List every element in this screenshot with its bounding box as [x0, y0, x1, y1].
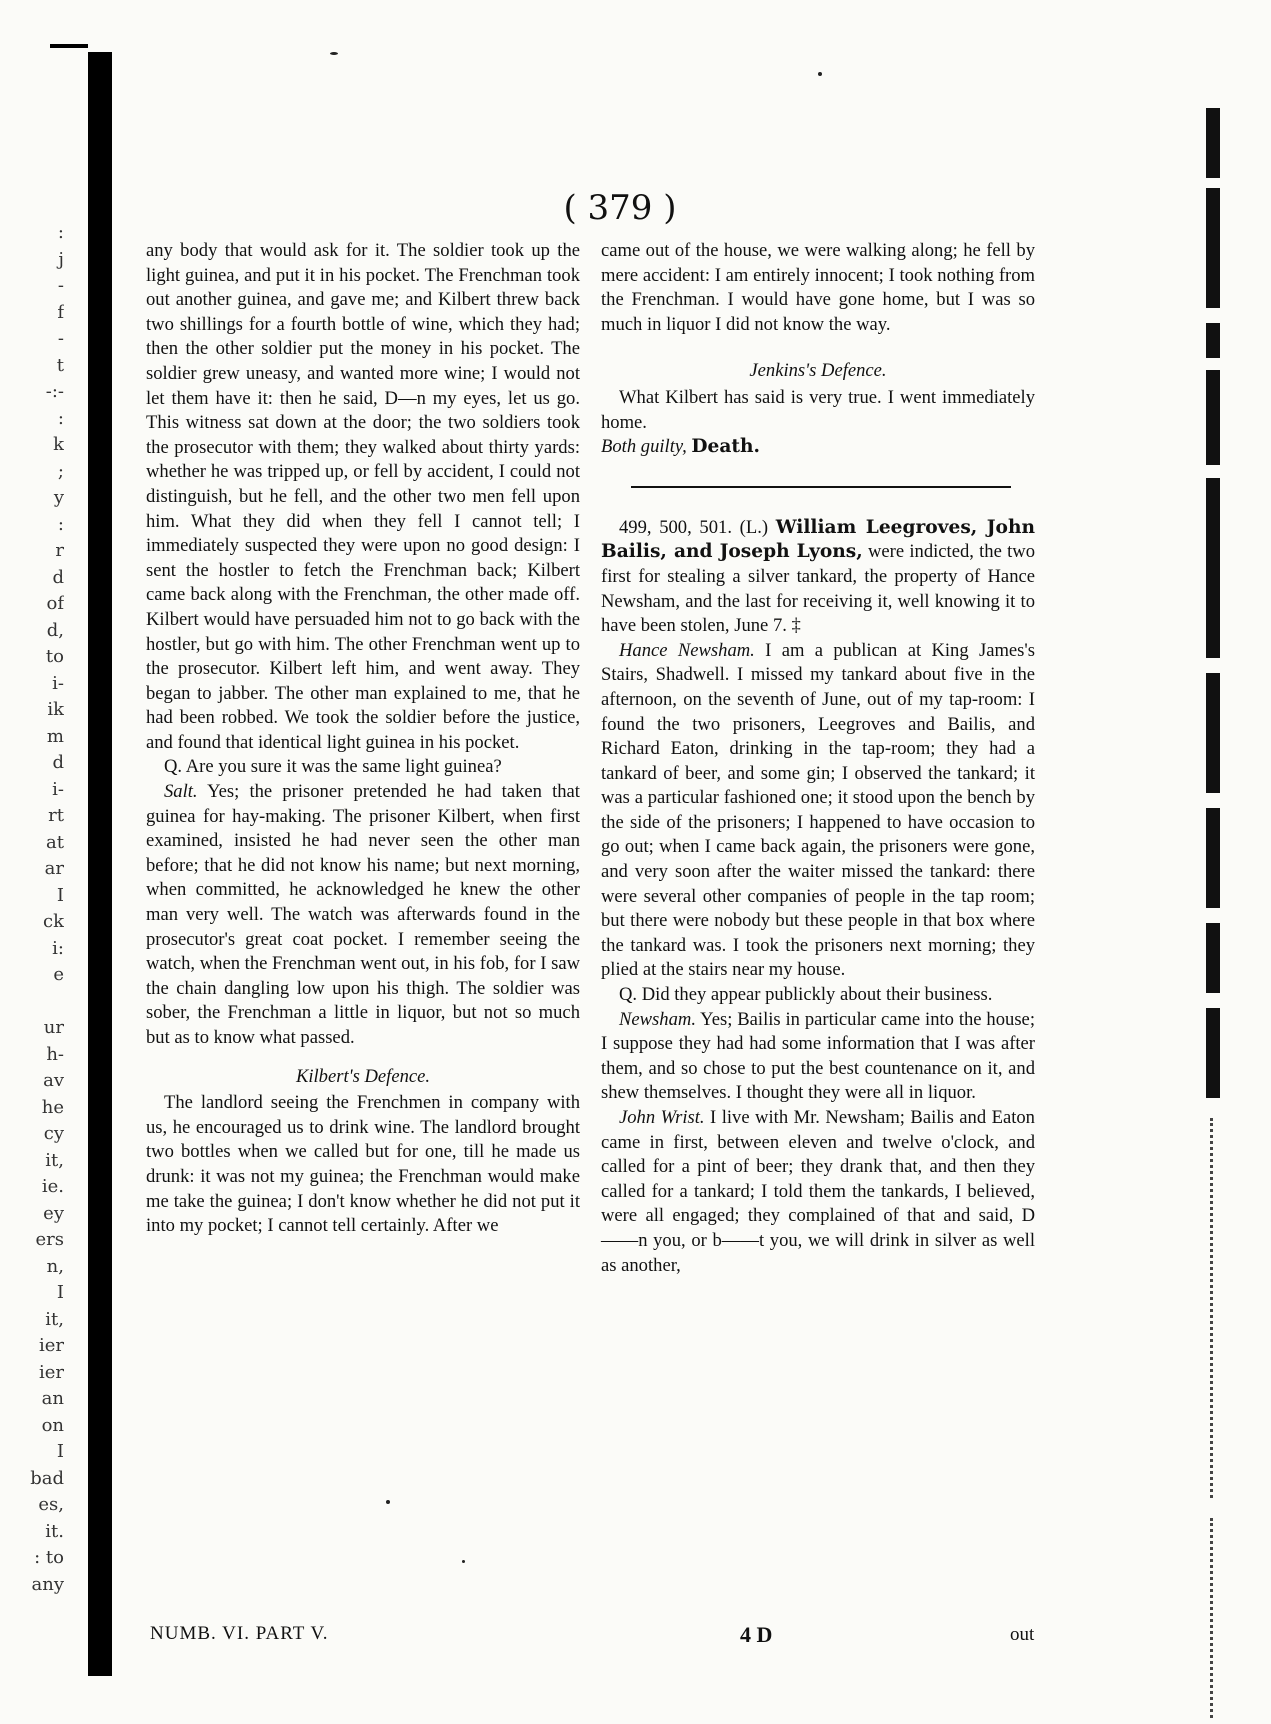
- testimony-paragraph: any body that would ask for it. The soldier took up the light guinea, and put it in his pocket. The Frenchman took out another guinea, and gave me; and Kilbert threw back two shillings for a fourth bottle of wine, which they had; then the other soldier put the money in his pocket. The soldier grew uneasy, and wanted more wine; I would not let them have it: then he said, D—n my eyes, let us go. This witness sat down at the door; the two soldiers took the prosecutor with them; they walked about thirty yards: whether he was tripped up, or fell by accident, I could not distinguish, but he fell, and the other two men fell upon him. What they did when they fell I cannot tell; I immediately suspected they were upon no good design: I sent the hostler to fetch the Frenchman back; Kilbert came back along with the Frenchman, the other made off. Kilbert would have persuaded him not to go back with the hostler, but go with him. The other Frenchman went up to the prosecutor. Kilbert left him, and went away. They began to jabber. The other man explained to me, that he had been robbed. We took the soldier before the justice, and found that identical light guinea in his pocket.: [146, 240, 580, 753]
- left-column: [146, 239, 580, 1239]
- margin-fragment: i-: [52, 778, 64, 800]
- margin-fragment: he: [41, 1096, 64, 1118]
- catchword: out: [1010, 1624, 1035, 1645]
- margin-fragment: I: [56, 884, 64, 906]
- answer: [146, 780, 580, 1051]
- case-heading: [601, 516, 1035, 639]
- scan-speck: [818, 72, 822, 76]
- margin-fragment: k: [53, 434, 64, 455]
- defendant-names: William Leegroves, John Bailis, and Joseph Lyons,: [601, 516, 1035, 563]
- margin-fragment: es,: [38, 1494, 64, 1515]
- margin-fragment: i:: [52, 937, 64, 959]
- testimony-text: I live with Mr. Newsham; Bailis and Eaton came in first, between eleven and twelve o'clock, and called for a pint of beer; they drank that, and then they called for a tankard; I told them the tankards, I believed, were all engaged; they complained of that and said, D——n you, or b——t you, we will drink in silver as well as another,: [601, 1107, 1035, 1276]
- margin-fragment: of: [46, 593, 64, 614]
- speaker-name: Hance Newsham.: [619, 639, 755, 661]
- testimony-text: I am a publican at King James's Stairs, Shadwell. I missed my tankard about five in the afternoon, on the seventh of June, out of my tap-room: I found the two prisoners, Leegroves and Bailis, and Richard Eaton, drinking in the tap-room; they had a tankard of beer, and some gin; I observed the tankard; it was a particular fashioned one; it stood upon the bench by the side of the prisoners; I happened to have occasion to go out; when I came back again, the prisoners were gone, and very soon after the waiter missed the tankard: there were several other companies of people in the tap room; but there were nobody but these people in that box where the tankard was. I took the prisoners next morning; they plied at the stairs near my house.: [601, 639, 1035, 981]
- binding-shadow: [88, 52, 112, 1676]
- margin-fragment: e: [53, 964, 64, 985]
- margin-fragment: r: [55, 540, 64, 561]
- margin-fragment: it,: [45, 1308, 64, 1330]
- margin-fragment: ck: [43, 911, 64, 932]
- margin-fragment: y: [53, 487, 64, 508]
- defence-heading: Kilbert's Defence.: [295, 1065, 431, 1087]
- margin-fragment: d: [52, 752, 64, 773]
- jenkins-defence-heading: Jenkins's Defence.: [749, 360, 887, 382]
- jenkins-defence-text: What Kilbert has said is very true. I went immediately home.: [601, 386, 1035, 433]
- scan-speck: [386, 1500, 390, 1504]
- margin-fragment: ik: [47, 699, 64, 720]
- question: Q. Are you sure it was the same light guinea?: [164, 756, 502, 778]
- signature-mark: 4 D: [740, 1622, 773, 1647]
- margin-fragment: it.: [45, 1520, 64, 1542]
- margin-fragment: at: [46, 831, 64, 853]
- margin-fragment: I: [56, 1441, 64, 1462]
- margin-fragment: an: [41, 1388, 64, 1409]
- answer-text: Yes; the prisoner pretended he had taken that guinea for hay-making. The prisoner Kilbert, when first examined, insisted he had never seen the other man before; that he did not know his name; but next morning, when committed, he acknowledged he knew the other man very well. The watch was afterwards found in the prosecutor's great coat pocket. I remember seeing the watch, when the Frenchman went out, in his fob, for I saw the chain dangling low upon his thigh. The soldier was sober, the Frenchman a little in liquor, but not so much but as to know what passed.: [146, 781, 580, 1048]
- margin-fragment: -: [57, 328, 64, 349]
- witness-testimony: [601, 1106, 1035, 1278]
- margin-fragment: n,: [46, 1255, 64, 1277]
- margin-fragment: ar: [44, 858, 64, 879]
- margin-fragment: ey: [43, 1202, 64, 1224]
- margin-fragment: m: [46, 725, 64, 747]
- margin-fragment: it,: [45, 1149, 64, 1171]
- margin-fragment: d,: [46, 619, 64, 641]
- page-number: ( 379 ): [563, 188, 677, 228]
- margin-fragment: f: [57, 301, 64, 323]
- witness-testimony: [601, 639, 1035, 983]
- signature-line: NUMB. VI. PART V.: [150, 1623, 329, 1644]
- section-divider: [631, 486, 1011, 488]
- margin-fragment: :: [57, 222, 64, 243]
- margin-fragment: ;: [57, 460, 64, 482]
- margin-fragment: -:-: [45, 381, 64, 402]
- margin-fragment: i-: [52, 672, 64, 694]
- margin-fragment: t: [56, 354, 64, 376]
- margin-fragment: ier: [38, 1335, 64, 1356]
- margin-fragment: bad: [30, 1467, 64, 1489]
- speaker-name: Salt.: [164, 781, 198, 803]
- margin-fragment: -: [57, 275, 64, 296]
- right-column: [601, 239, 1035, 1278]
- margin-fragment: j: [58, 248, 64, 270]
- margin-fragment: rt: [48, 805, 64, 826]
- answer-text: Yes; Bailis in particular came into the house; I suppose they had had some information that I was after them, and so chose to put the best countenance on it, and shew themselves. I thought they were all in liquor.: [601, 1008, 1035, 1104]
- margin-fragment: ers: [35, 1229, 64, 1250]
- verdict-sentence: Death.: [691, 436, 760, 458]
- margin-fragment: ier: [38, 1361, 64, 1383]
- verdict-prefix: Both guilty,: [601, 436, 687, 458]
- margin-fragment: ie.: [41, 1176, 64, 1197]
- question: Q. Did they appear publickly about their business.: [619, 984, 993, 1006]
- right-edge-scan-marks: [1200, 108, 1222, 1724]
- margin-fragment: cy: [43, 1123, 64, 1144]
- defence-text: The landlord seeing the Frenchmen in company with us, he encouraged us to drink wine. The landlord brought two bottles when we called but for one, till he made us drunk: it was not my guinea; the Frenchman would make me take the guinea; I don't know whether he did not put it into my pocket; I cannot tell certainly. After we: [146, 1092, 580, 1237]
- margin-fragment: I: [56, 1282, 64, 1303]
- margin-fragment: av: [43, 1070, 64, 1091]
- scan-speck: [330, 52, 338, 55]
- verdict: [601, 435, 1035, 460]
- margin-fragment: h-: [46, 1043, 64, 1065]
- margin-fragment: on: [41, 1414, 64, 1436]
- scan-mark: [50, 44, 88, 48]
- margin-fragment: [0, 989, 64, 1016]
- margin-fragment: :: [57, 407, 64, 429]
- scan-speck: [462, 1560, 465, 1563]
- left-margin-fragments: [0, 220, 64, 1598]
- margin-fragment: ur: [43, 1017, 64, 1038]
- margin-fragment: :: [57, 513, 64, 535]
- indictment-text: were indicted, the two first for stealing a silver tankard, the property of Hance Newsham, and the last for receiving it, well knowing it to have been stolen, June 7. ‡: [601, 541, 1035, 637]
- continuation-text: came out of the house, we were walking along; he fell by mere accident: I am entirely innocent; I took nothing from the Frenchman. I would have gone home, but I was so much in liquor I did not know the way.: [601, 240, 1035, 335]
- margin-fragment: d: [52, 566, 64, 588]
- case-numbers: 499, 500, 501. (L.): [619, 516, 769, 538]
- margin-fragment: any: [31, 1573, 64, 1595]
- speaker-name: Newsham.: [619, 1008, 696, 1030]
- answer: [601, 1008, 1035, 1106]
- margin-fragment: to: [45, 646, 64, 667]
- margin-fragment: : to: [34, 1547, 64, 1568]
- speaker-name: John Wrist.: [619, 1107, 705, 1128]
